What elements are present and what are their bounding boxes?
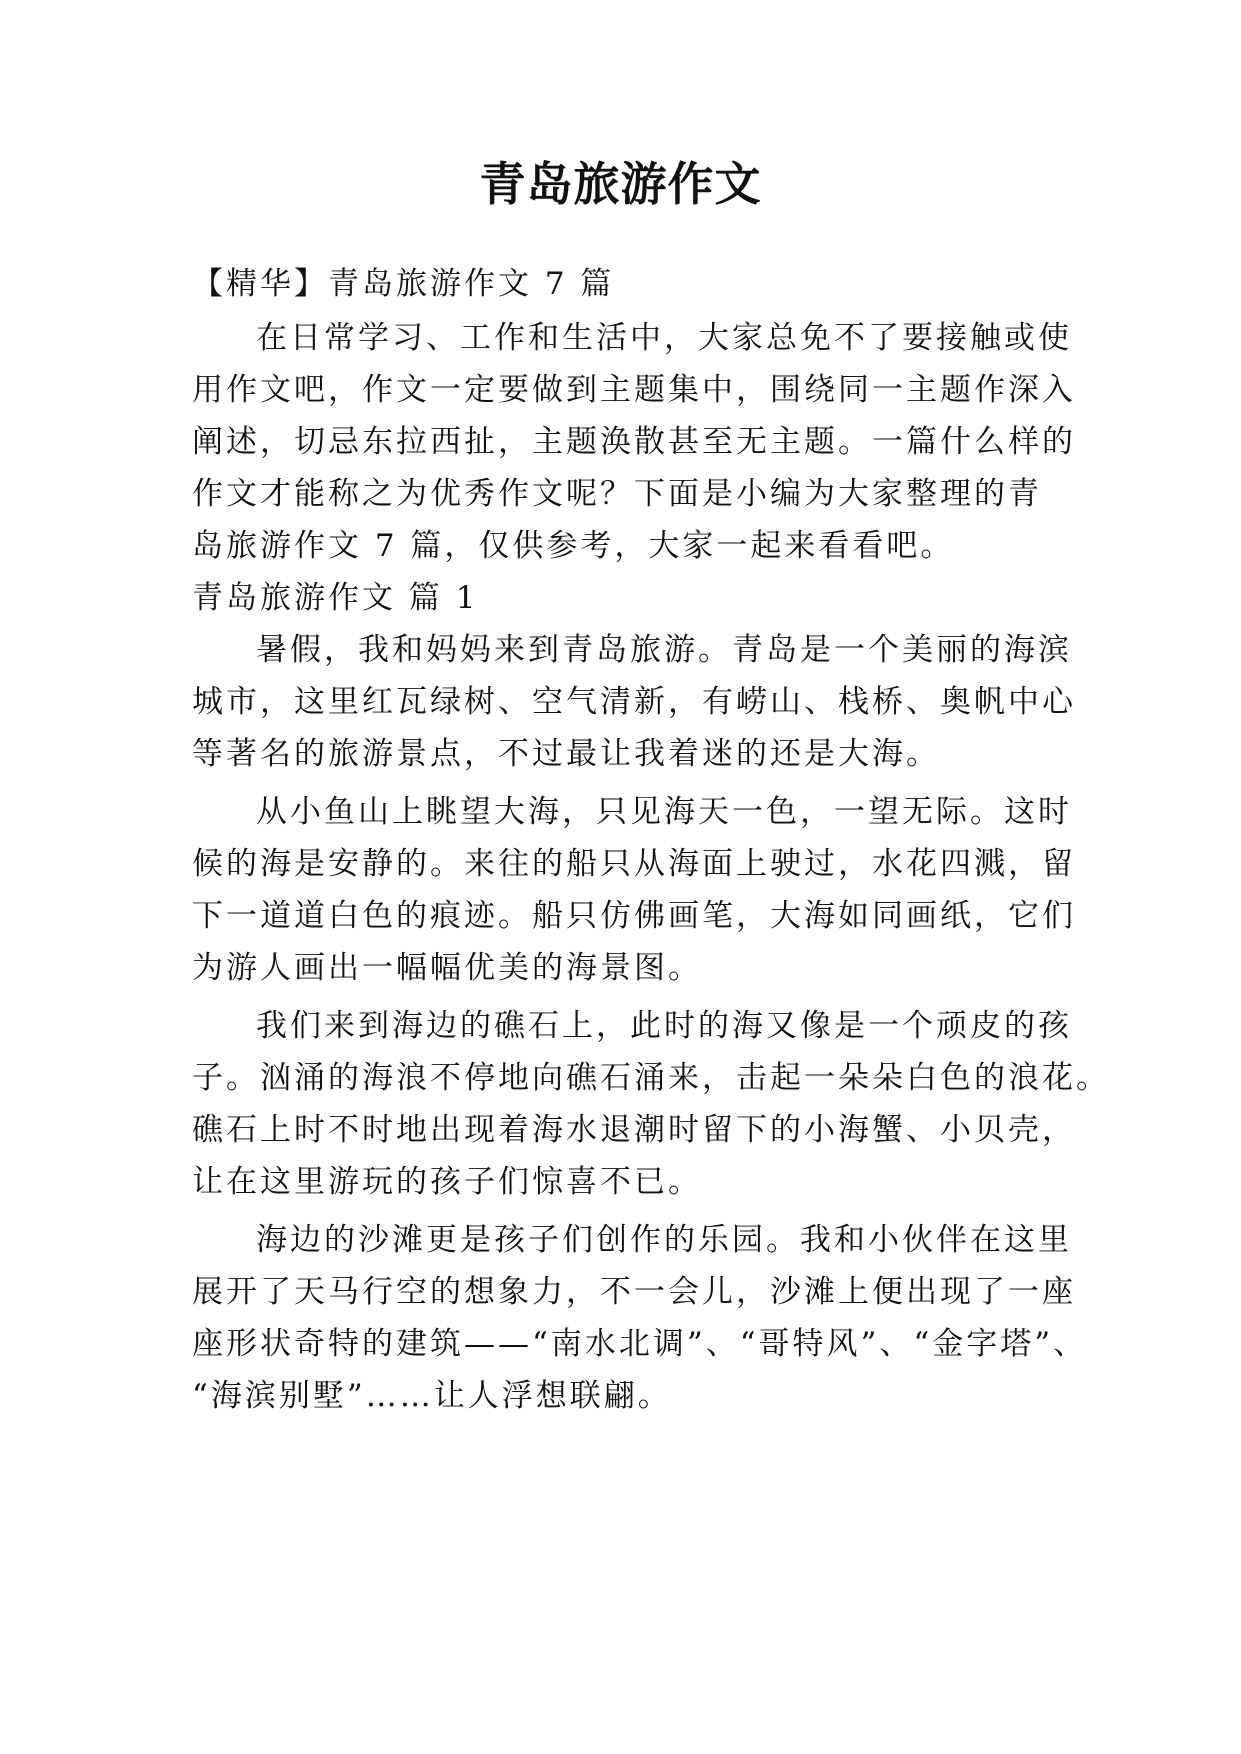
body-line: 礁石上时不时地出现着海水退潮时留下的小海蟹、小贝壳，	[192, 1112, 1076, 1148]
body-line: 城市，这里红瓦绿树、空气清新，有崂山、栈桥、奥帆中心	[192, 684, 1076, 720]
body-line: 座形状奇特的建筑——“南水北调”、“哥特风”、“金字塔”、	[192, 1326, 1088, 1362]
body-line: 让在这里游玩的孩子们惊喜不已。	[192, 1164, 702, 1200]
body-line: 暑假，我和妈妈来到青岛旅游。青岛是一个美丽的海滨	[256, 632, 1072, 668]
section-heading: 青岛旅游作文 篇 1	[192, 580, 479, 616]
document-title: 青岛旅游作文	[479, 157, 762, 211]
intro-heading: 【精华】青岛旅游作文 7 篇	[192, 266, 615, 302]
body-line: 我们来到海边的礁石上，此时的海又像是一个顽皮的孩	[256, 1008, 1072, 1044]
body-line: 阐述，切忌东拉西扯，主题涣散甚至无主题。一篇什么样的	[192, 424, 1076, 460]
body-line: 海边的沙滩更是孩子们创作的乐园。我和小伙伴在这里	[256, 1222, 1072, 1258]
body-line: 子。汹涌的海浪不停地向礁石涌来，击起一朵朵白色的浪花。	[192, 1060, 1110, 1096]
body-line: 用作文吧，作文一定要做到主题集中，围绕同一主题作深入	[192, 372, 1076, 408]
body-line: 候的海是安静的。来往的船只从海面上驶过，水花四溅，留	[192, 846, 1076, 882]
body-line: 作文才能称之为优秀作文呢？下面是小编为大家整理的青	[192, 476, 1042, 512]
body-line: 为游人画出一幅幅优美的海景图。	[192, 950, 702, 986]
body-line: 下一道道白色的痕迹。船只仿佛画笔，大海如同画纸，它们	[192, 898, 1076, 934]
body-line: 等著名的旅游景点，不过最让我着迷的还是大海。	[192, 736, 940, 772]
body-line: “海滨别墅”……让人浮想联翩。	[192, 1378, 672, 1414]
body-line: 从小鱼山上眺望大海，只见海天一色，一望无际。这时	[256, 794, 1072, 830]
body-line: 展开了天马行空的想象力，不一会儿，沙滩上便出现了一座	[192, 1274, 1076, 1310]
body-line: 在日常学习、工作和生活中，大家总免不了要接触或使	[256, 320, 1072, 356]
body-line: 岛旅游作文 7 篇，仅供参考，大家一起来看看吧。	[192, 528, 955, 564]
